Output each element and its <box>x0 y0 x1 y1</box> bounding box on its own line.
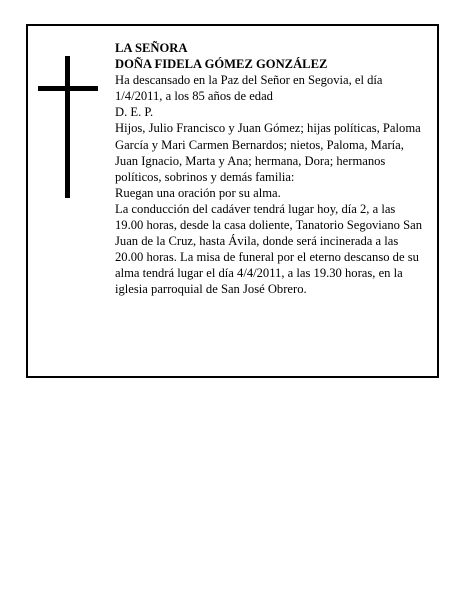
prayer-request: Ruegan una oración por su alma. <box>115 185 281 200</box>
notice-heading-title: LA SEÑORA <box>115 41 188 55</box>
family-list: Hijos, Julio Francisco y Juan Gómez; hijas políticas, Paloma García y Mari Carmen Bernardos; nietos, Paloma, María, Juan Ignacio, Marta y Ana; hermana, Dora; hermanos políticos, sobrinos y demás familia: <box>115 121 421 184</box>
cross-icon <box>38 56 98 198</box>
obituary-notice <box>26 24 439 378</box>
cross-horizontal-bar <box>38 86 98 91</box>
notice-heading-name: DOÑA FIDELA GÓMEZ GONZÁLEZ <box>115 57 328 72</box>
rest-in-peace: D. E. P. <box>115 105 154 120</box>
notice-text <box>115 40 425 298</box>
funeral-details: La conducción del cadáver tendrá lugar hoy, día 2, a las 19.00 horas, desde la casa doliente, Tanatorio Segoviano San Juan de la Cruz, hasta Ávila, donde será incinerada a las 20.00 horas. La misa de funeral por el eterno descanso de su alma tendrá lugar el día 4/4/2011, a las 19.30 horas, en la iglesia parroquial de San José Obrero. <box>115 201 423 297</box>
cross-vertical-bar <box>65 56 70 198</box>
death-announcement: Ha descansado en la Paz del Señor en Segovia, el día 1/4/2011, a los 85 años de edad <box>115 73 383 104</box>
